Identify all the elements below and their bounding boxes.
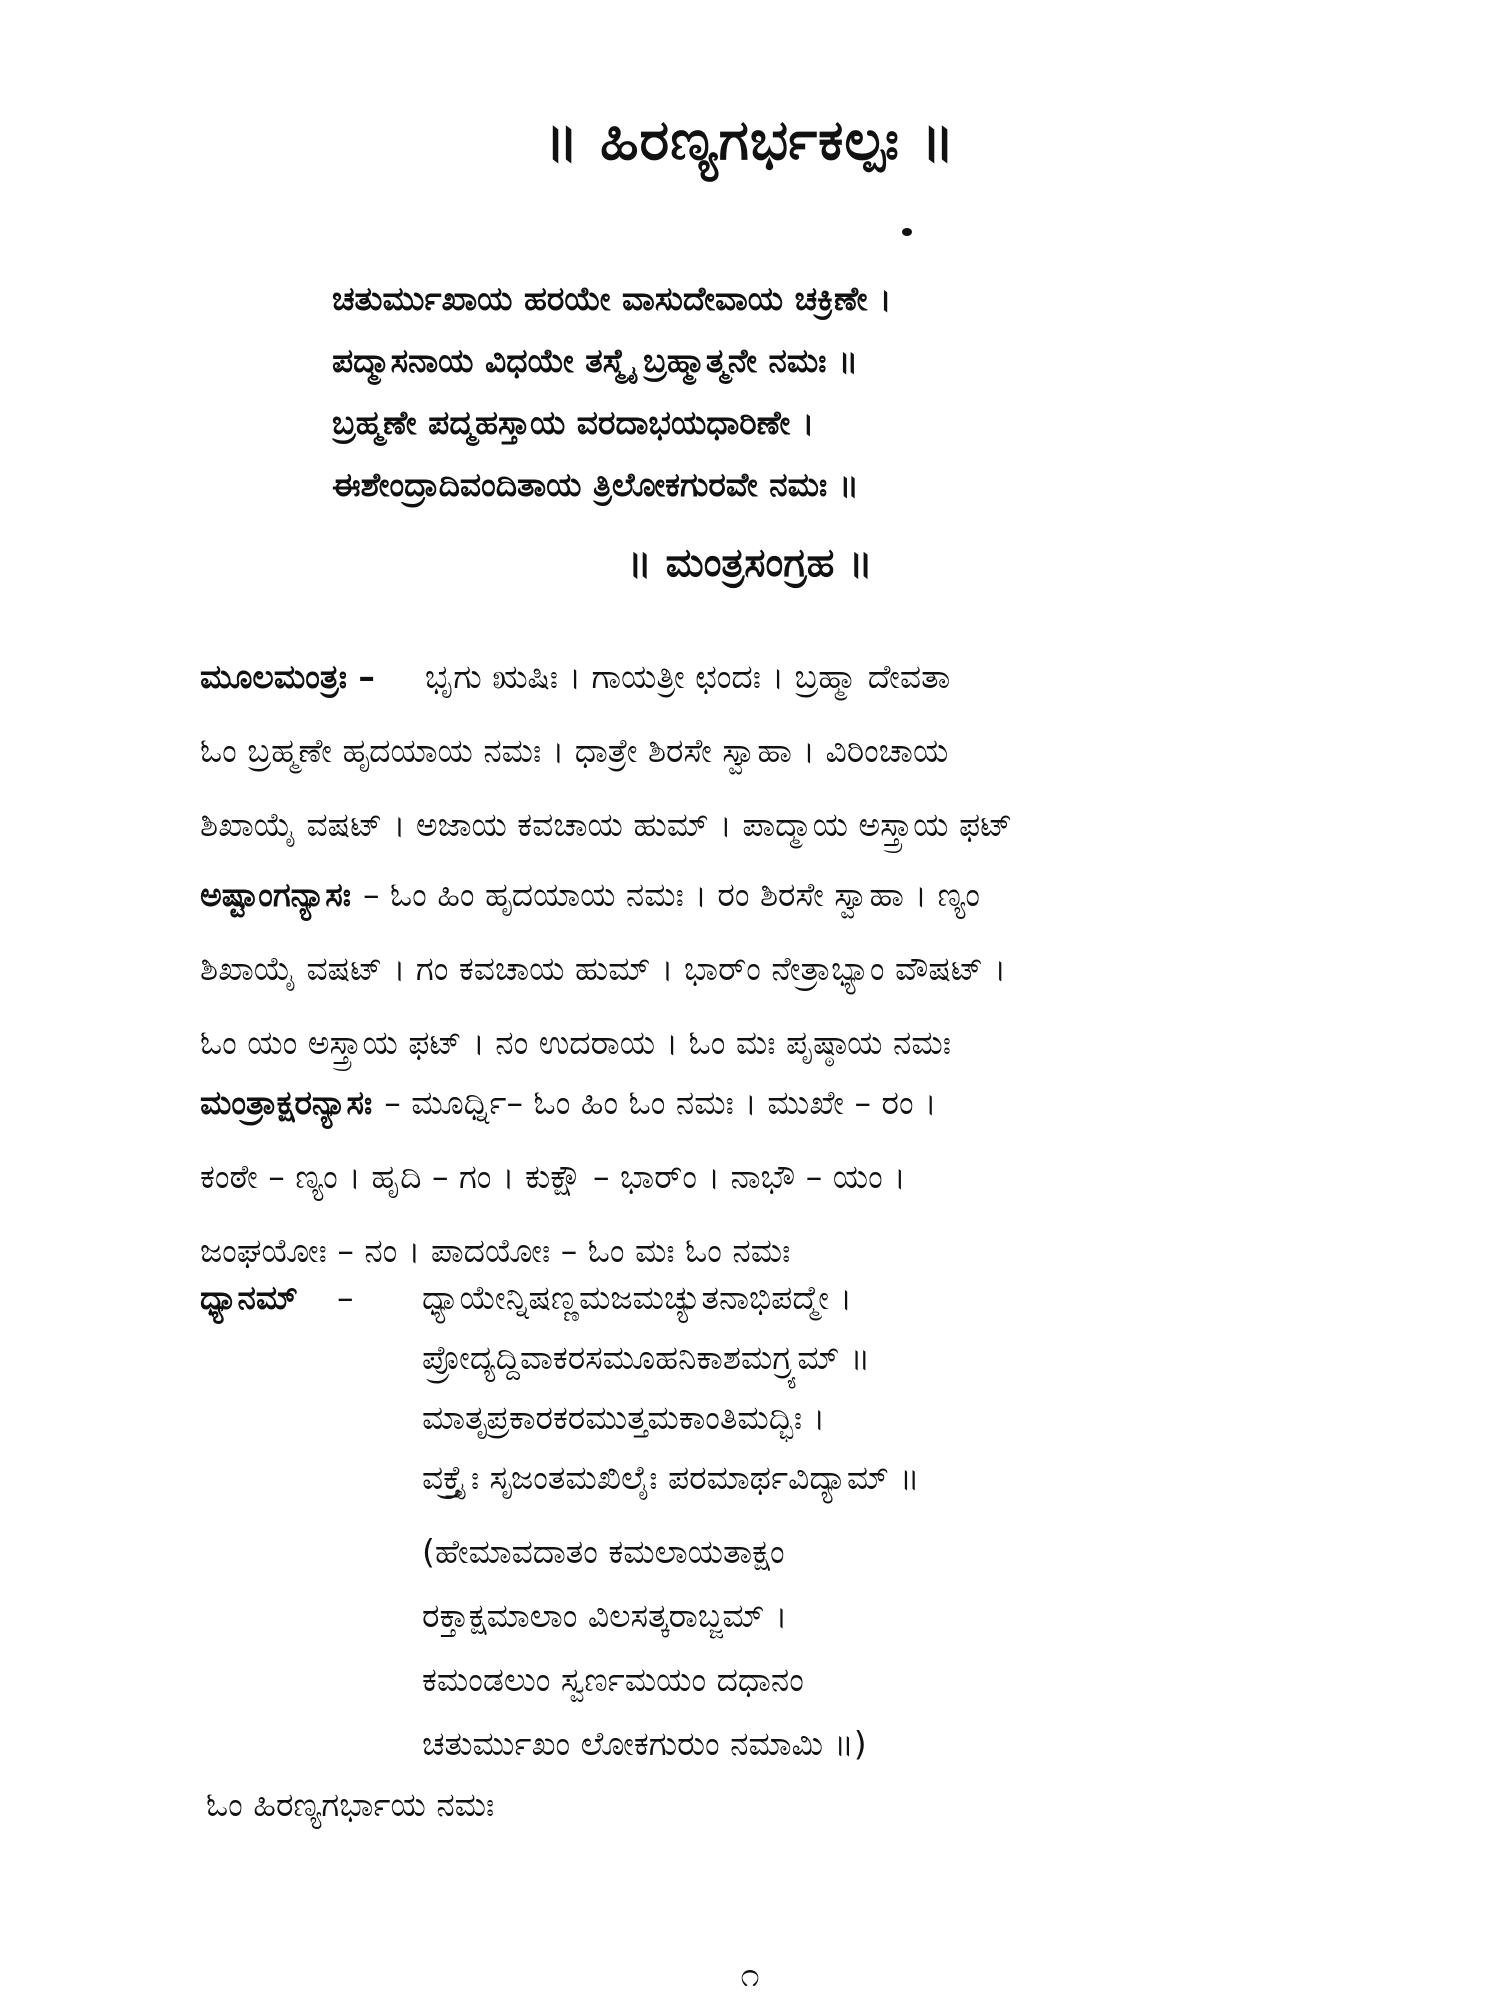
- ashtanga-nyasa-line: ಓಂ ಯಂ ಅಸ್ತ್ರಾಯ ಫಟ್ । ನಂ ಉದರಾಯ । ಓಂ ಮಃ ಪೃಷ್ಠಾಯ ನಮಃ: [200, 1023, 951, 1062]
- mantrakshara-nyasa-section: [200, 1066, 1350, 1288]
- ashtanga-nyasa-section: [200, 858, 1350, 1080]
- invocation-verse: [332, 268, 892, 516]
- ashtanga-nyasa-line: – ಓಂ ಹಿಂ ಹೃದಯಾಯ ನಮಃ । ರಂ ಶಿರಸೇ ಸ್ವಾಹಾ । ಣ್ಯಂ: [362, 875, 981, 914]
- mantrakshara-nyasa-line: ಕಂಠೇ – ಣ್ಯಂ । ಹೃದಿ – ಗಂ । ಕುಕ್ಷೌ – ಭಾರ್ಂ । ನಾಭೌ – ಯಂ ।: [200, 1157, 906, 1196]
- closing-mantra: ಓಂ ಹಿರಣ್ಯಗರ್ಭಾಯ ನಮಃ: [206, 1785, 495, 1824]
- verse-line: ಧ್ಯಾಯೇನ್ನಿಷಣ್ಣಮಜಮಚ್ಯುತನಾಭಿಪದ್ಮೇ ।: [422, 1278, 852, 1317]
- verse-line: ಚತುರ್ಮುಖಾಯ ಹರಯೇ ವಾಸುದೇವಾಯ ಚಕ್ರಿಣೇ ।: [332, 279, 892, 318]
- verse-line: ಪದ್ಮಾಸನಾಯ ವಿಧಯೇ ತಸ್ಮೈ ಬ್ರಹ್ಮಾತ್ಮನೇ ನಮಃ ॥: [332, 341, 859, 380]
- verse-line: ಬ್ರಹ್ಮಣೇ ಪದ್ಮಹಸ್ತಾಯ ವರದಾಭಯಧಾರಿಣೇ ।: [332, 403, 815, 442]
- dhyana-dash: –: [336, 1278, 354, 1317]
- mula-mantra-section: [200, 640, 1350, 862]
- mantrakshara-nyasa-label: ಮಂತ್ರಾಕ್ಷರನ್ಯಾಸಃ: [200, 1083, 373, 1122]
- page-title: ॥ ಹಿರಣ್ಯಗರ್ಭಕಲ್ಪಃ ॥: [544, 108, 956, 173]
- dhyana-verse: [422, 1268, 920, 1508]
- verse-line: ಚತುರ್ಮುಖಂ ಲೋಕಗುರುಂ ನಮಾಮಿ ॥): [422, 1724, 867, 1763]
- mantrakshara-nyasa-line: – ಮೂರ್ಧ್ನಿ– ಓಂ ಹಿಂ ಓಂ ನಮಃ । ಮುಖೇ – ರಂ ।: [384, 1083, 937, 1122]
- alternate-dhyana-verse: [422, 1520, 867, 1776]
- mula-mantra-label: ಮೂಲಮಂತ್ರಃ –: [200, 657, 375, 696]
- dhyana-heading: [200, 1268, 353, 1328]
- dhyana-label: ಧ್ಯಾನಮ್: [200, 1278, 298, 1317]
- verse-line: ವಕ್ತ್ರೈಃ ಸೃಜಂತಮಖಿಲೈಃ ಪರಮಾರ್ಥವಿದ್ಯಾಮ್ ॥: [422, 1458, 920, 1497]
- ashtanga-nyasa-line: ಶಿಖಾಯೈ ವಷಟ್ । ಗಂ ಕವಚಾಯ ಹುಮ್ । ಭಾರ್ಂ ನೇತ್ರಾಭ್ಯಾಂ ವೌಷಟ್ ।: [200, 949, 1007, 988]
- verse-line: ಕಮಂಡಲುಂ ಸ್ವರ್ಣಮಯಂ ದಧಾನಂ: [422, 1660, 804, 1699]
- section-subtitle: ॥ ಮಂತ್ರಸಂಗ್ರಹ ॥: [627, 540, 873, 586]
- verse-line: ಪ್ರೋದ್ಯದ್ದಿವಾಕರಸಮೂಹನಿಕಾಶಮಗ್ರ್ಯಮ್ ॥: [422, 1338, 871, 1377]
- ashtanga-nyasa-label: ಅಷ್ಟಾಂಗನ್ಯಾಸಃ: [200, 875, 351, 914]
- verse-line: ಮಾತೃಪ್ರಕಾರಕರಮುತ್ತಮಕಾಂತಿಮದ್ಭಿಃ ।: [422, 1398, 826, 1437]
- mula-mantra-line: ಭೃಗು ಋಷಿಃ । ಗಾಯತ್ರೀ ಛಂದಃ । ಬ್ರಹ್ಮಾ ದೇವತಾ: [424, 657, 951, 696]
- mula-mantra-line: ಓಂ ಬ್ರಹ್ಮಣೇ ಹೃದಯಾಯ ನಮಃ । ಧಾತ್ರೇ ಶಿರಸೇ ಸ್ವಾಹಾ । ವಿರಿಂಚಾಯ: [200, 731, 949, 770]
- verse-line: ರಕ್ತಾಕ್ಷಮಾಲಾಂ ವಿಲಸತ್ಕರಾಬ್ಜಮ್ ।: [422, 1596, 788, 1635]
- ink-mark: [902, 228, 912, 236]
- mantrakshara-nyasa-line: ಜಂಘಯೋಃ – ನಂ । ಪಾದಯೋಃ – ಓಂ ಮಃ ಓಂ ನಮಃ: [200, 1231, 791, 1270]
- verse-line: ಈಶೇಂದ್ರಾದಿವಂದಿತಾಯ ತ್ರಿಲೋಕಗುರವೇ ನಮಃ ॥: [332, 465, 859, 504]
- verse-line: (ಹೇಮಾವದಾತಂ ಕಮಲಾಯತಾಕ್ಷಂ: [422, 1532, 785, 1571]
- mula-mantra-line: ಶಿಖಾಯೈ ವಷಟ್ । ಅಜಾಯ ಕವಚಾಯ ಹುಮ್ । ಪಾದ್ಮಾಯ ಅಸ್ತ್ರಾಯ ಫಟ್: [200, 805, 1013, 844]
- page-number: ೧: [740, 1955, 760, 1995]
